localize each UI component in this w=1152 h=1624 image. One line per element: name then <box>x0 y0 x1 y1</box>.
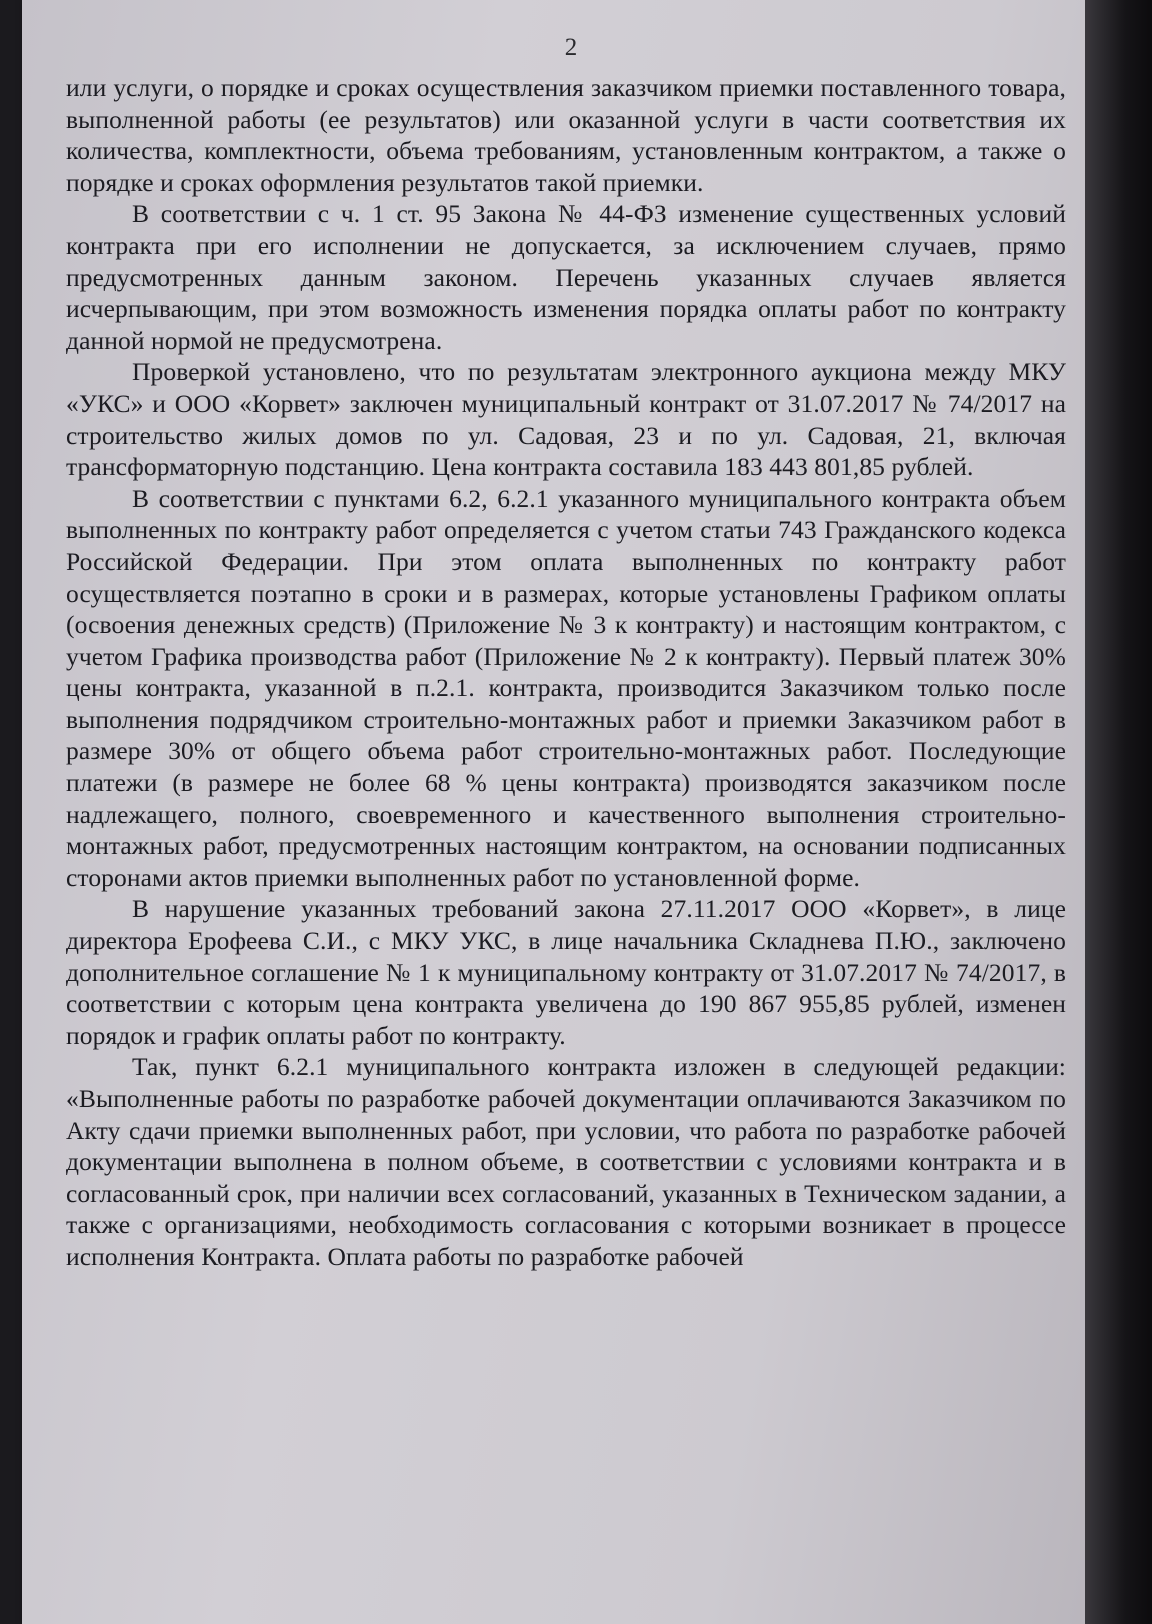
document-page <box>22 0 1120 1624</box>
paragraph-4: В соответствии с пунктами 6.2, 6.2.1 указанного муниципального контракта объем выполненных по контракту работ определяется с учетом статьи 743 Гражданского кодекса Российской Федерации. При этом оплата выполненных по контракту работ осуществляется поэтапно в сроки и в размерах, которые установлены Графиком оплаты (освоения денежных средств) (Приложение № 3 к контракту) и настоящим контрактом, с учетом Графика производства работ (Приложение № 2 к контракту). Первый платеж 30% цены контракта, указанной в п.2.1. контракта, производится Заказчиком только после выполнения подрядчиком строительно-монтажных работ и приемки Заказчиком работ в размере 30% от общего объема работ строительно-монтажных работ. Последующие платежи (в размере не более 68 % цены контракта) производятся заказчиком после надлежащего, полного, своевременного и качественного выполнения строительно-монтажных работ, предусмотренных настоящим контрактом, на основании подписанных сторонами актов приемки выполненных работ по установленной форме. <box>66 483 1066 892</box>
paragraph-2: В соответствии с ч. 1 ст. 95 Закона № 44-ФЗ изменение существенных условий контракта при его исполнении не допускается, за исключением случаев, прямо предусмотренных данным законом. Перечень указанных случаев является исчерпывающим, при этом возможность изменения порядка оплаты работ по контракту данной нормой не предусмотрена. <box>66 199 1066 355</box>
page-edge-shadow <box>1085 0 1152 1624</box>
paragraph-5: В нарушение указанных требований закона 27.11.2017 ООО «Корвет», в лице директора Ерофеева С.И., с МКУ УКС, в лице начальника Складнева П.Ю., заключено дополнительное соглашение № 1 к муниципальному контракту от 31.07.2017 № 74/2017, в соответствии с которым цена контракта увеличена до 190 867 955,85 рублей, изменен порядок и график оплаты работ по контракту. <box>66 894 1066 1050</box>
page-number: 2 <box>564 34 578 61</box>
paragraph-1: или услуги, о порядке и сроках осуществления заказчиком приемки поставленного товара, выполненной работы (ее результатов) или оказанной услуги в части соответствия их количества, комплектности, объема требованиям, установленным контрактом, а также о порядке и сроках оформления результатов такой приемки. <box>66 73 1066 197</box>
paragraph-3: Проверкой установлено, что по результатам электронного аукциона между МКУ «УКС» и ООО «Корвет» заключен муниципальный контракт от 31.07.2017 № 74/2017 на строительство жилых домов по ул. Садовая, 23 и по ул. Садовая, 21, включая трансформаторную подстанцию. Цена контракта составила 183 443 801,85 рублей. <box>66 357 1066 482</box>
paragraph-6: Так, пункт 6.2.1 муниципального контракта изложен в следующей редакции: «Выполненные работы по разработке рабочей документации оплачиваются Заказчиком по Акту сдачи приемки выполненных работ, при условии, что работа по разработке рабочей документации выполнена в полном объеме, в соответствии с условиями контракта и в согласованный срок, при наличии всех согласований, указанных в Техническом задании, а также с организациями, необходимость согласования с которыми возникает в процессе исполнения Контракта. Оплата работы по разработке рабочей <box>66 1052 1066 1271</box>
document-body <box>66 72 1066 1273</box>
